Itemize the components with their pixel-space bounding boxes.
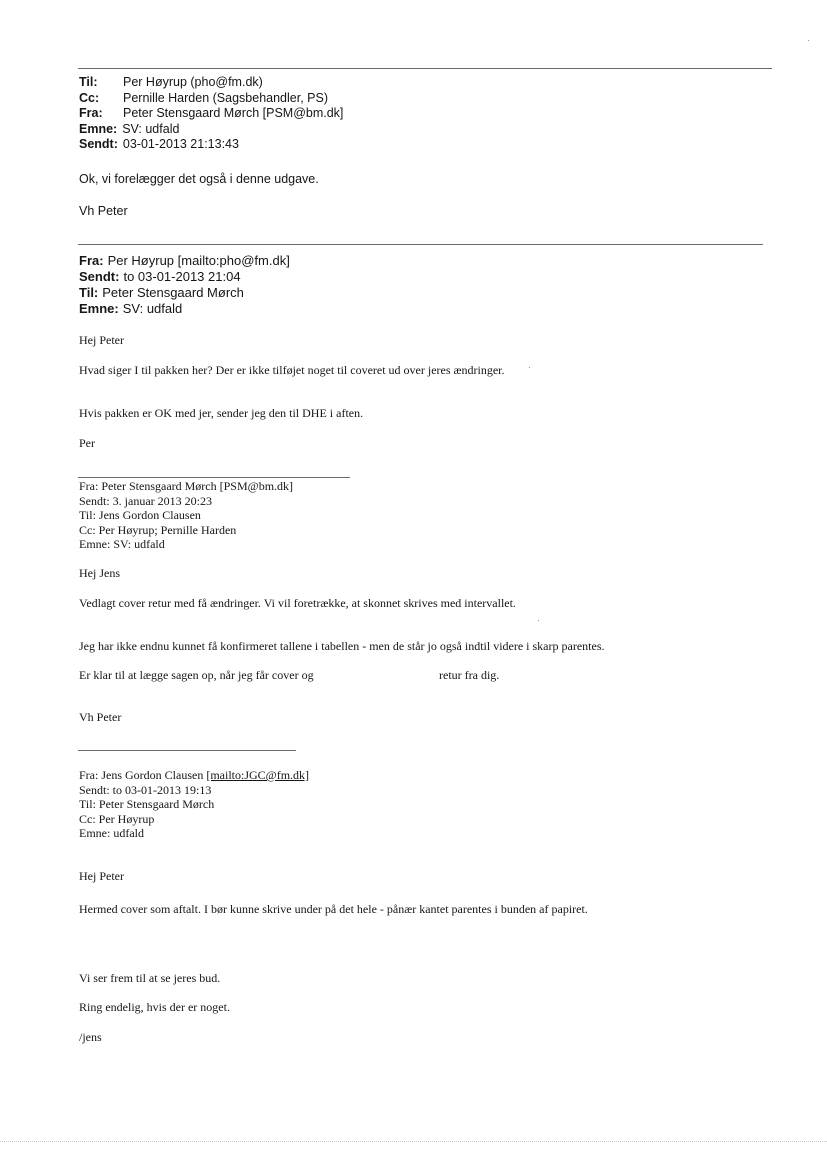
header-label: Til: bbox=[79, 75, 98, 89]
message-header-3 bbox=[79, 479, 293, 552]
header-row-sent: Sendt: to 03-01-2013 19:13 bbox=[79, 782, 212, 797]
header-row-cc: Cc: Per Høyrup bbox=[79, 811, 155, 826]
paragraph-4-1: Hermed cover som aftalt. I bør kunne skrive under på det hele - pånær kantet parentes i bunden af papiret. bbox=[79, 902, 588, 916]
header-value: Pernille Harden (Sagsbehandler, PS) bbox=[123, 90, 328, 105]
header-label: Sendt: bbox=[79, 137, 118, 151]
header-row-sent: Sendt: 3. januar 2013 20:23 bbox=[79, 493, 212, 508]
header-row-to: Til: Peter Stensgaard Mørch bbox=[79, 797, 215, 811]
mailto-link[interactable]: [mailto:JGC@fm.dk] bbox=[206, 768, 310, 782]
scan-speck bbox=[529, 367, 530, 368]
header-row-from bbox=[79, 106, 343, 122]
paragraph-3-3a: Er klar til at lægge sagen op, når jeg får cover og bbox=[79, 668, 314, 682]
header-row-cc bbox=[79, 91, 343, 107]
header-row-subject: Emne: SV: udfald bbox=[79, 537, 165, 551]
message-header-top bbox=[79, 75, 343, 153]
header-row-to bbox=[79, 75, 343, 91]
header-row-from: Fra: Peter Stensgaard Mørch [PSM@bm.dk] bbox=[79, 479, 294, 493]
paragraph-2-2: Hvis pakken er OK med jer, sender jeg den til DHE i aften. bbox=[79, 406, 364, 420]
header-row-subject: Emne: udfald bbox=[79, 826, 144, 840]
separator-2 bbox=[78, 244, 763, 245]
paragraph-3-1: Vedlagt cover retur med få ændringer. Vi vil foretrække, at skonnet skrives med intervallet. bbox=[79, 596, 516, 610]
header-row-cc: Cc: Per Høyrup; Pernille Harden bbox=[79, 522, 237, 537]
header-row-to bbox=[79, 285, 290, 301]
header-value: 03-01-2013 21:13:43 bbox=[122, 137, 239, 151]
header-row-sent bbox=[79, 137, 343, 153]
header-label: Til: bbox=[79, 285, 99, 300]
scan-speck bbox=[808, 40, 809, 41]
header-row-from bbox=[79, 768, 309, 783]
message-header-4 bbox=[79, 768, 309, 841]
header-row-sent bbox=[79, 269, 290, 285]
paragraph-4-3: Ring endelig, hvis der er noget. bbox=[79, 1000, 230, 1014]
paragraph-2-1: Hvad siger I til pakken her? Der er ikke tilføjet noget til coveret ud over jeres ændringer. bbox=[79, 363, 505, 377]
signoff-2: Per bbox=[79, 436, 95, 450]
header-label: Sendt: bbox=[79, 269, 120, 284]
header-label: Cc: bbox=[79, 90, 100, 105]
message-header-2 bbox=[79, 253, 290, 317]
header-row-subject bbox=[79, 301, 290, 317]
header-row-subject bbox=[79, 122, 343, 138]
paragraph-3-2: Jeg har ikke endnu kunnet få konfirmeret tallene i tabellen - men de står jo også indtil videre i skarp parentes. bbox=[79, 639, 605, 653]
header-label: Emne: bbox=[79, 121, 118, 136]
greeting-2: Hej Peter bbox=[79, 333, 124, 347]
header-value: SV: udfald bbox=[122, 301, 183, 316]
greeting-3: Hej Jens bbox=[79, 566, 120, 580]
scan-speck bbox=[538, 620, 539, 621]
header-label: Fra: bbox=[79, 106, 103, 120]
header-row-from bbox=[79, 253, 290, 269]
separator-top bbox=[78, 68, 772, 69]
signoff-top: Vh Peter bbox=[79, 204, 128, 218]
signoff-4: /jens bbox=[79, 1030, 102, 1044]
header-value: to 03-01-2013 21:04 bbox=[123, 269, 241, 284]
header-value: Per Høyrup [mailto:pho@fm.dk] bbox=[107, 253, 290, 268]
header-value: SV: udfald bbox=[122, 121, 180, 136]
scan-edge-line bbox=[0, 1141, 827, 1142]
greeting-4: Hej Peter bbox=[79, 869, 124, 883]
header-label: Fra: bbox=[79, 253, 104, 268]
paragraph-3-3b: retur fra dig. bbox=[439, 668, 500, 682]
message-body-top: Ok, vi forelægger det også i denne udgave. bbox=[79, 172, 319, 186]
header-value: Per Høyrup (pho@fm.dk) bbox=[123, 75, 263, 89]
separator-4 bbox=[78, 750, 296, 751]
separator-3 bbox=[78, 477, 350, 478]
header-value: Peter Stensgaard Mørch bbox=[102, 285, 244, 300]
signoff-3: Vh Peter bbox=[79, 710, 122, 724]
header-row-to: Til: Jens Gordon Clausen bbox=[79, 508, 201, 522]
paragraph-4-2: Vi ser frem til at se jeres bud. bbox=[79, 971, 221, 985]
header-value: Peter Stensgaard Mørch [PSM@bm.dk] bbox=[123, 106, 344, 120]
header-from-text: Fra: Jens Gordon Clausen bbox=[79, 768, 207, 782]
header-label: Emne: bbox=[79, 301, 119, 316]
